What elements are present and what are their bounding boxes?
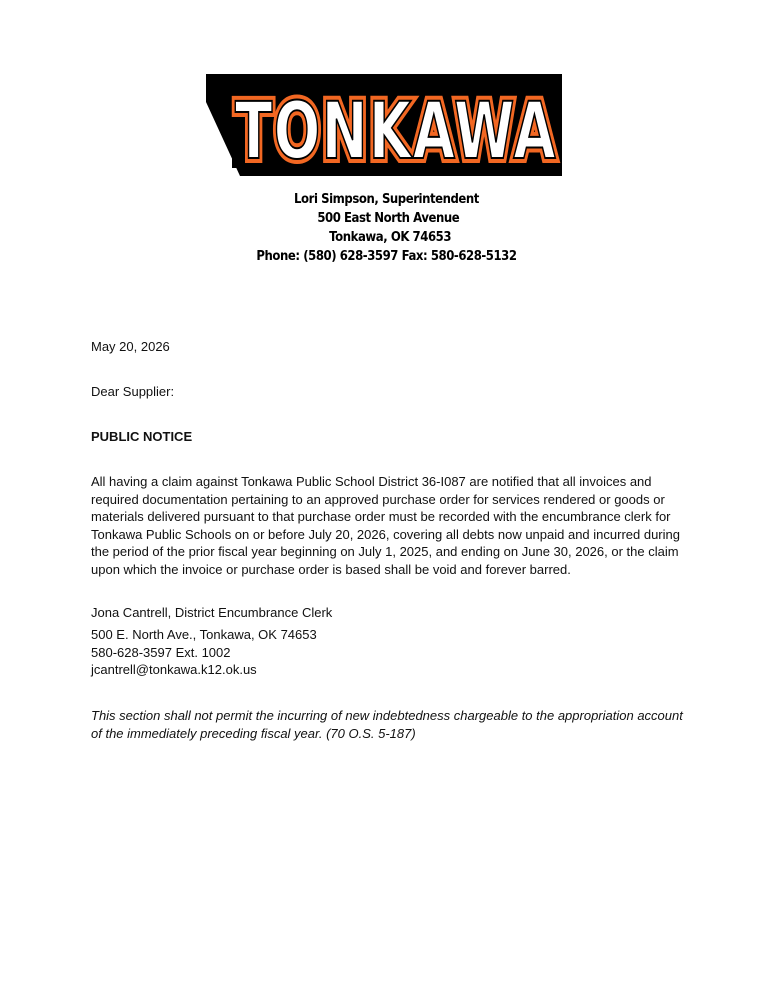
school-city: Tonkawa, OK 74653 bbox=[329, 230, 452, 245]
tonkawa-logo-graphic bbox=[206, 74, 562, 176]
signer-name: Jona Cantrell, District Encumbrance Clerk bbox=[91, 605, 333, 620]
contact-address: 500 E. North Ave., Tonkawa, OK 74653 bbox=[91, 627, 317, 642]
salutation: Dear Supplier: bbox=[91, 384, 175, 399]
school-address: 500 East North Avenue bbox=[317, 211, 460, 226]
superintendent-name: Lori Simpson, Superintendent bbox=[294, 192, 479, 207]
logo-wordmark-outline: TONKAWA bbox=[235, 87, 557, 176]
notice-heading: PUBLIC NOTICE bbox=[91, 429, 193, 444]
letterhead bbox=[0, 190, 773, 266]
contact-block bbox=[91, 626, 691, 679]
contact-phone: 580-628-3597 Ext. 1002 bbox=[91, 644, 231, 660]
phone-fax: Phone: (580) 628-3597 Fax: 580-628-5132 bbox=[256, 249, 517, 264]
statute-footnote: This section shall not permit the incurring of new indebtedness chargeable to the appropriation account of the immediately preceding fiscal year. (70 O.S. 5-187) bbox=[91, 708, 683, 741]
letter-date: May 20, 2026 bbox=[91, 339, 170, 354]
contact-email: jcantrell@tonkawa.k12.ok.us bbox=[91, 662, 257, 677]
notice-body: All having a claim against Tonkawa Public School District 36-I087 are notified that all invoices and required documentation pertaining to an approved purchase order for services rendered or goods or materials delivered pursuant to that purchase order must be recorded with the encumbrance clerk for Tonkawa Public Schools on or before July 20, 2026, covering all debts now unpaid and incurred during the period of the prior fiscal year beginning on July 1, 2025, and ending on June 30, 2026, or the claim upon which the invoice or purchase order is based shall be void and forever barred. bbox=[91, 474, 680, 577]
logo-wordmark: TONKAWA bbox=[235, 87, 557, 176]
tonkawa-logo bbox=[206, 74, 562, 176]
